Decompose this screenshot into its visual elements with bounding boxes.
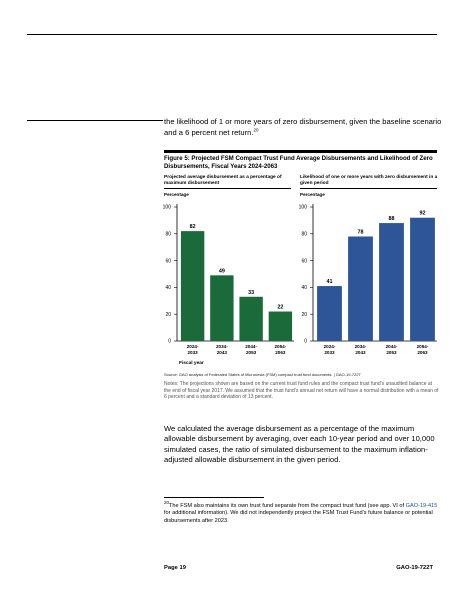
lead-text: the likelihood of 1 or more years of zero disbursement, given the baseline scenario and a 6 percent net return. [164, 117, 442, 137]
x-tick-label: 2054- [274, 344, 287, 349]
x-tick-label: 2043 [355, 350, 366, 355]
x-tick-label: 2053 [386, 350, 397, 355]
x-tick-label: 2033 [187, 350, 198, 355]
y-tick-label: 40 [301, 285, 307, 292]
bar [410, 218, 435, 341]
x-tick-label: 2034- [354, 344, 367, 349]
y-tick-label: 40 [165, 285, 171, 292]
data-label: 33 [248, 289, 255, 296]
bar [181, 231, 204, 341]
y-tick-label: 20 [165, 311, 171, 318]
left-panel-underline [164, 188, 291, 189]
y-tick-label: 20 [301, 311, 307, 318]
figure-source: Source: GAO analysis of Federated States of Micronesia (FSM) compact trust fund documents. | GAO-19-722T [164, 372, 361, 377]
data-label: 49 [218, 268, 225, 275]
y-tick-label: 100 [162, 204, 171, 211]
bar [348, 236, 373, 341]
x-tick-label: 2063 [417, 350, 428, 355]
y-tick-label: 80 [165, 231, 171, 238]
x-tick-label: 2044- [385, 344, 398, 349]
data-label: 88 [388, 216, 395, 223]
data-label: 92 [419, 210, 426, 217]
x-tick-label: 2044- [245, 344, 257, 349]
right-ylabel: Percentage [300, 192, 325, 197]
x-tick-label: 2054- [416, 344, 429, 349]
x-tick-label: 2063 [275, 350, 286, 355]
footnote-ref: 20 [253, 126, 259, 132]
x-tick-label: 2053 [246, 350, 257, 355]
y-tick-label: 100 [298, 204, 307, 211]
left-panel-title: Projected average disbursement as a percentage of maximum disbursement [164, 175, 282, 186]
bar [317, 286, 342, 341]
report-number: GAO-19-722T [396, 565, 433, 571]
page-number: Page 19 [164, 565, 186, 571]
header-rule [27, 34, 437, 35]
footnote [164, 500, 440, 525]
bar [379, 223, 404, 341]
footnote-link[interactable]: GAO-19-415 [405, 503, 438, 509]
data-label: 41 [326, 279, 333, 286]
x-tick-label: 2034- [216, 344, 228, 349]
data-label: 78 [357, 229, 364, 236]
margin-rule [27, 120, 163, 121]
y-tick-label: 60 [165, 258, 171, 265]
x-axis-label: Fiscal year [179, 361, 204, 366]
x-tick-label: 2043 [216, 350, 227, 355]
data-label: 82 [189, 224, 196, 231]
footnote-text-b: for additional information). We did not independently project the FSM Trust Fund’s future balance or potential disbursements after 2023. [164, 510, 433, 524]
x-tick-label: 2033 [324, 350, 335, 355]
figure-top-bar [164, 150, 437, 153]
body-paragraph: We calculated the average disbursement as a percentage of the maximum allowable disbursement by averaging, over each 10-year period and over 10,000 simulated cases, the ratio of simulated disbursement to the maximum inflation-adjusted allowable disbursement in the given period. [164, 424, 435, 464]
bar [269, 312, 292, 341]
y-tick-label: 80 [301, 231, 307, 238]
figure-notes: Notes: The projections shown are based on the current trust fund rules and the compact trust fund’s unaudited balance at the end of fiscal year 2017. We assumed that the trust fund’s annual net return will have a normal distribution with a mean of 6 percent and a standard deviation of 13 percent. [164, 381, 439, 401]
x-tick-label: 2024- [323, 344, 336, 349]
right-chart [296, 198, 441, 370]
footnote-text-a: The FSM also maintains its own trust fund separate from the compact trust fund (see app. VI of [169, 503, 406, 509]
left-chart [160, 198, 298, 370]
right-panel-title: Likelihood of one or more years with zero disbursement in a given period [300, 175, 438, 186]
y-tick-label: 60 [301, 258, 307, 265]
left-ylabel: Percentage [164, 192, 189, 197]
lead-paragraph [164, 117, 444, 138]
footnote-number: 20 [164, 500, 170, 506]
right-panel-underline [300, 188, 437, 189]
bar [210, 275, 233, 341]
y-tick-label: 0 [168, 338, 171, 345]
y-tick-label: 0 [304, 338, 307, 345]
bar [239, 297, 262, 341]
data-label: 22 [277, 304, 284, 311]
x-tick-label: 2024- [186, 344, 199, 349]
figure-title: Figure 5: Projected FSM Compact Trust Fund Average Disbursements and Likelihood of Zero Disbursements, Fiscal Years 2024-2063 [164, 155, 433, 170]
footnote-rule [164, 497, 264, 498]
